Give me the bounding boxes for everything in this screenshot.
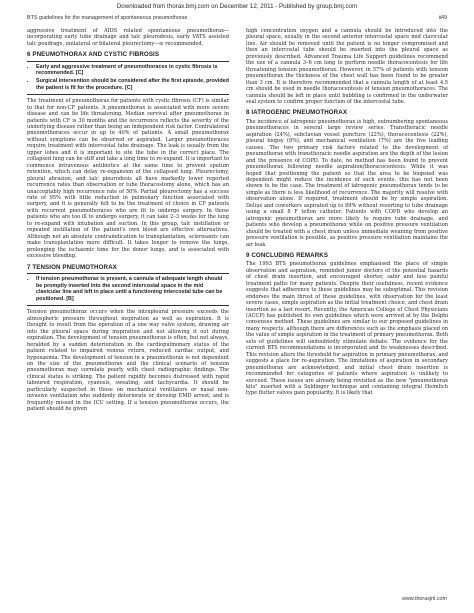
section7-paragraph: Tension pneumothorax occurs when the intrapleural pressure exceeds the atmospheric pressure throughout inspiration as well as expiration. It is thought to result from the operation of a one way valve system, drawing air into the pleural space during inspiration and not allowing it out during expiration. The development of tension pneumothorax is often, but not always, heralded by a sudden deterioration in the cardiopulmonary status of the patient related to impaired venous return, reduced cardiac output, and hypoxaemia. The development of tension in a pneumothorax is not dependent on the size of the pneumothorax and the clinical scenario of tension pneumothorax may correlate poorly with chest radiographic findings. The clinical status is striking. The patient rapidly becomes distressed with rapid laboured respiration, cyanosis, sweating, and tachycardia. It should be particularly suspected in those on mechanical ventilators or nasal non-invasive ventilation who suddenly deteriorate or develop EMD arrest, and is frequently missed in the ICU setting. If a tension pneumothorax occurs, the patient should be given [27,309,229,413]
page-number: ii49 [438,15,447,21]
right-column [246,28,448,397]
section6-rec-2: • Surgical intervention should be considered after the first episode, provided the patient is fit for the procedure. [C] [36,78,229,91]
intro-paragraph: aggressive treatment of AIDS related spontaneous pneumothorax—incorporating early tube drainage and talc pleurodesis, early VATS assisted talc poudrage, unilateral or bilateral pleurectomy—is recommended. [27,28,229,47]
right-paragraph-1: high concentration oxygen and a cannula should be introduced into the pleural space, usually in the second anterior intercostal space mid clavicular line. Air should be removed until the patient is no longer compromised and then an intercostal tube should be inserted into the pleural space as previously described. Advanced Trauma Life Support guidelines recommend the use of a cannula 3–6 cm long to perform needle thoracocentesis for life threatening tension pneumothorax. However, in 57% of patients with tension pneumothorax the thickness of the chest wall has been found to be greater than 3 cm. It is therefore recommended that a cannula length of at least 4.5 cm should be used in needle thoracocentesis of tension pneumothoraces. The cannula should be left in place until bubbling is confirmed in the underwater seal system to confirm proper function of the intercostal tube. [246,28,448,105]
section7-rec-1: • If tension pneumothorax is present, a cannula of adequate length should be promptly inserted into the second intercostal space in the mid clavicular line and left in place until a functioning intercostal tube can be positioned. [B] [36,276,229,302]
section6-rec-1: • Early and aggressive treatment of pneumothoraces in cystic fibrosis is recommended. [C] [36,64,229,77]
section7-recommendations [27,273,229,306]
section9-heading: 9 CONCLUDING REMARKS [246,251,329,259]
running-header [27,15,447,23]
running-head-title: BTS guidelines for the management of spontaneous pneumothorax [27,15,188,21]
download-banner: Downloaded from thorax.bmj.com on December 12, 2011 - Published by group.bmj.com [116,3,358,10]
section8-paragraph: The incidence of iatrogenic pneumothorax is high, outnumbering spontaneous pneumothoraces in several large review series. Transthoracic needle aspiration (24%), subclavian vessel puncture (22%), thoracocentesis (22%), pleural biopsy (8%), and mechanical ventilation (7%) are the five leading causes. The two primary risk factors related to the development of pneumothorax with transthoracic needle aspiration are the depth of the lesion and the presence of COPD. To date, no method has been found to prevent pneumothorax following needle aspiration/thoracocentesis. While it was hoped that positioning the patient so that the area to be biopsied was dependent might reduce the incidence of such events, this has not been shown to be the case. The treatment of iatrogenic pneumothorax tends to be simple as there is less likelihood of recurrence. The majority will resolve with observation alone. If required, treatment should be by simple aspiration. Delius and coworkers aspirated up to 89% without resorting to tube drainage using a small 8 F teflon catheter. Patients with COPD who develop an iatrogenic pneumothorax are more likely to require tube drainage, and patients who develop a pneumothorax while on positive pressure ventilation should be treated with a chest drain unless immediate weaning from positive pressure ventilation is possible, as positive pressure ventilation maintains the air leak. [246,118,448,248]
section6-recommendations [27,61,229,95]
section9-paragraph: The 1993 BTS pneumothorax guidelines emphasised the place of simple observation and aspiration, reminded junior doctors of the potential hazards of chest drain insertion, and encouraged shorter, safer and less painful treatment paths for many patients. Despite their usefulness, recent evidence suggests that adherence to these guidelines may be suboptimal. This revision endorses the main thrust of these guidelines, with observation for the least severe cases, simple aspiration as the initial treatment choice, and chest drain insertion as a last resort. Recently, the American College of Chest Physicians (ACCP) has published its own guidelines which were arrived at by the Delphi consensus method. These guidelines are similar to our proposed guidelines in many respects, although there are differences such as the emphasis placed on the value of simple aspiration in the treatment of primary pneumothorax. Both sets of guidelines will undoubtedly stimulate debate. The evidence for the current BTS recommendations is incorporated and its weaknesses described. This revision alters the threshold for aspiration in primary pneumothorax, and suggests a place for re-aspiration. The limitations of aspiration in secondary pneumothorax are acknowledged, and initial chest drain insertion is recommended for categories of patients where aspiration is unlikely to succeed. These issues are already being revisited as the new "pneumothorax kits" inserted with a Seldinger technique and containing integral Heimlich type flutter valves gain popularity. It is likely that [246,261,448,397]
section8-heading: 8 IATROGENIC PNEUMOTHORAX [246,109,348,117]
section6-paragraph: The treatment of pneumothorax for patients with cystic fibrosis (CF) is similar to that for non-CF patients. A pneumothorax is associated with more severe disease and can be life threatening. Median survival after pneumothorax in patients with CF is 30 months and the occurrence reflects the severity of the underlying disease rather than being an independent risk factor. Contralateral pneumothoraces occur in up to 40% of patients. A small pneumothorax without symptoms can be observed or aspirated. Larger pneumothoraces require treatment with intercostal tube drainage. The leak is usually from the upper lobes and it is important to site the tube in the correct place. The collapsed lung can be stiff and take a long time to re-expand. It is important to commence intravenous antibiotics at the same time to prevent sputum retention, which can delay re-expansion of the collapsed lung. Pleurectomy, pleural abrasion, and talc pleurodesis all have markedly lower reported recurrence rates than observation or tube thoracostomy alone, which has an unacceptably high recurrence rate of 50%. Partial pleurectomy has a success rate of 95% with little reduction in pulmonary function associated with surgery, and it is generally felt to be the treatment of choice in CF patients with recurrent pneumothoraces who are fit to undergo surgery. In those patients who are too ill to undergo surgery, it can take 2–3 weeks for the lung to re-expand with intubation and suction. In this group, talc instillation or repeated instillation of the patient's own blood are effective alternatives. Although not an absolute contraindication to transplantation, sclerosants can make transplantation more difficult. It takes longer to remove the lungs, prolonging the ischaemic time for the donor lungs, and is associated with excessive bleeding. [27,98,229,260]
footer-url: www.thoraxjnl.com [402,596,447,602]
section6-heading: 6 PNEUMOTHORAX AND CYSTIC FIBROSIS [27,51,160,59]
left-column [27,28,229,413]
section7-heading: 7 TENSION PNEUMOTHORAX [27,263,117,271]
